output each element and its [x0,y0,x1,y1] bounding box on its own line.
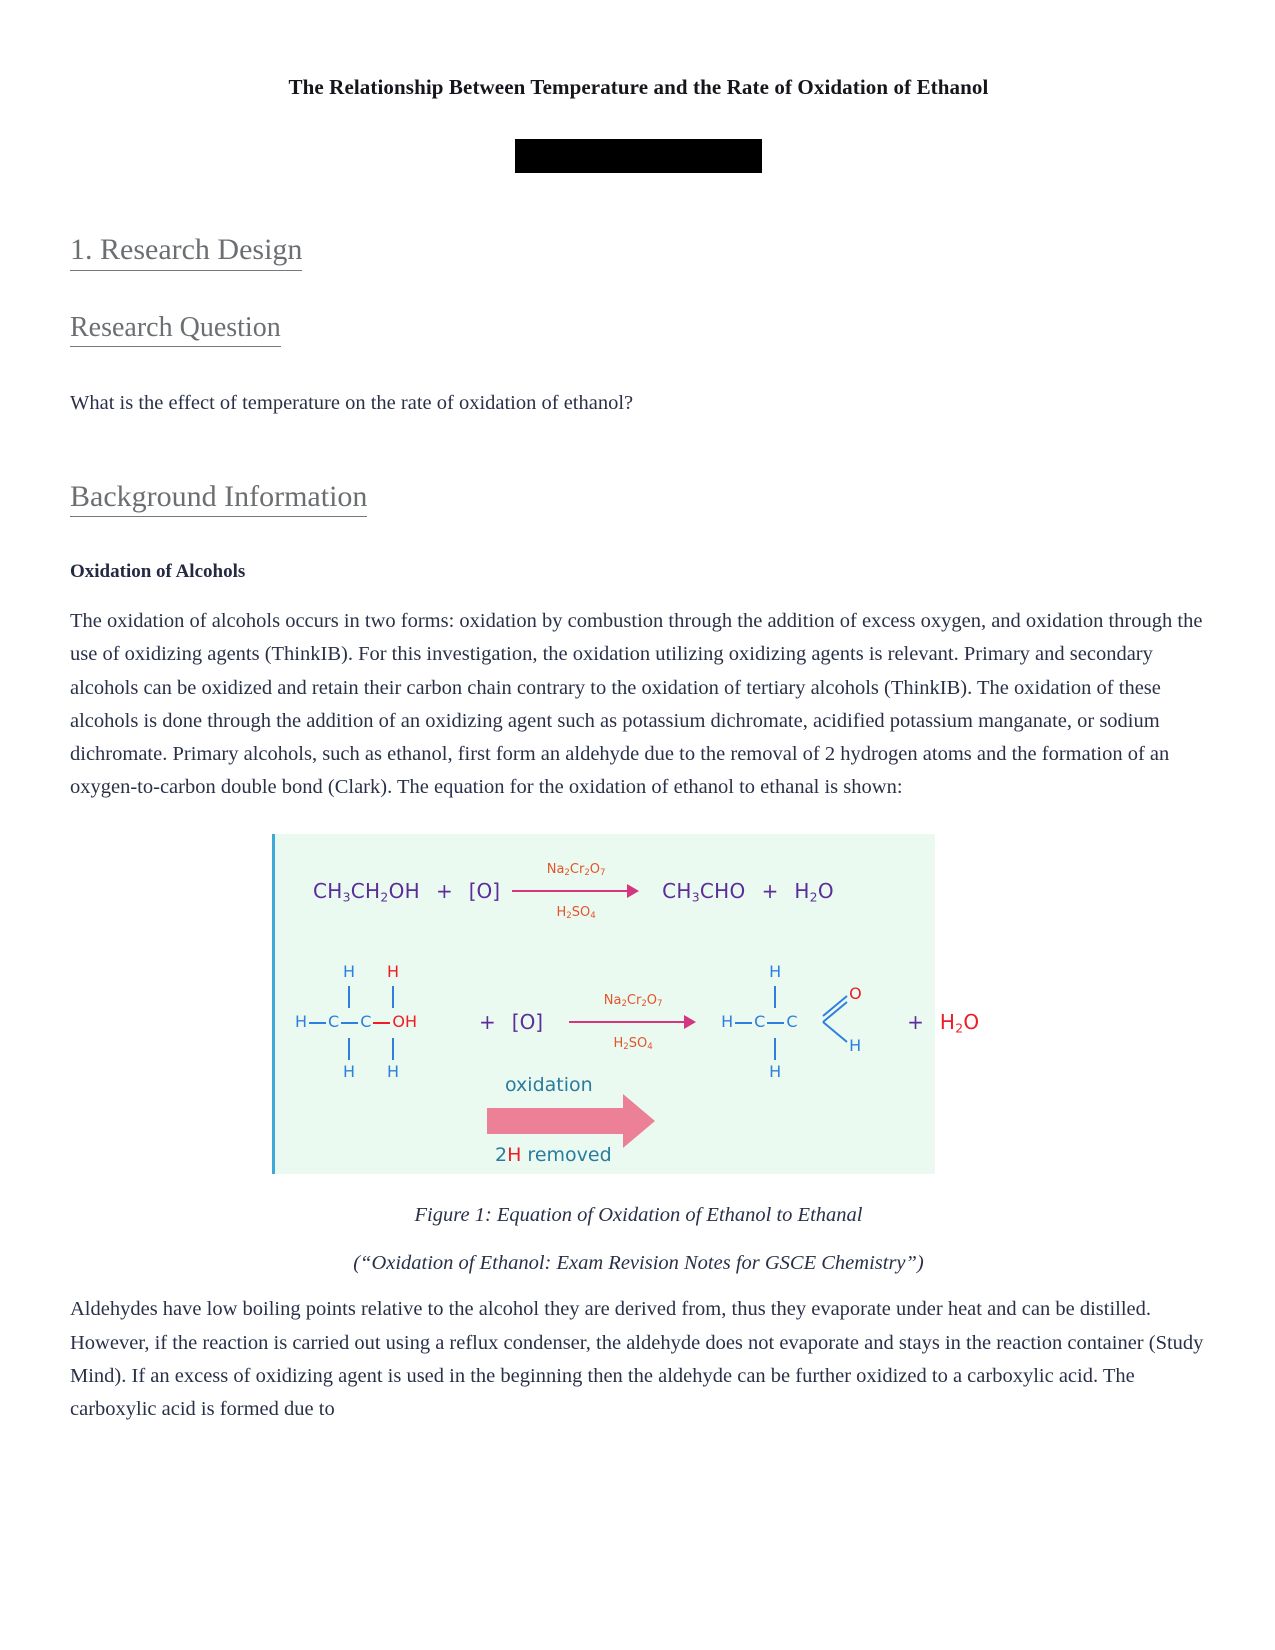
redacted-author-block [515,139,762,173]
atom-h-top-right-red: H [387,962,400,982]
condensed-product-water: $H_2O$ [794,878,834,905]
bond-h-2 [341,1022,358,1024]
product-bond-h-1 [735,1022,752,1024]
condensed-reagent-sodium-dichromate: $Na_2Cr_2O_7$ [546,862,606,879]
carbonyl-double-bond-icon [821,988,873,1048]
heading-research-design [70,231,1207,271]
bond-vertical-4 [392,1038,394,1060]
hydrogen-removed-label [495,1144,612,1166]
structural-equation-row [295,962,979,1082]
product-atom-h-bottom: H [769,1062,782,1082]
group-oh: OH [392,1012,417,1032]
research-question-text: What is the effect of temperature on the rate of oxidation of ethanol? [70,391,634,414]
hydrogen-removed-count: 2 [495,1144,508,1167]
product-bond-vertical-2 [774,1038,776,1060]
product-atom-h-top: H [769,962,782,982]
condensed-reagent-sulfuric-acid: $H_2SO_4$ [556,905,596,922]
atom-h-top-left: H [343,962,356,982]
document-title: The Relationship Between Temperature and the Rate of Oxidation of Ethanol [288,75,989,99]
ethanol-backbone [295,1012,417,1031]
hydrogen-removed-suffix: removed [521,1144,612,1167]
ethanal-backbone [721,1012,797,1031]
figure-1-caption-line-1: Figure 1: Equation of Oxidation of Ethanol to Ethanal [414,1204,863,1227]
bond-vertical-1 [348,986,350,1008]
product-atom-h-left: H [721,1012,734,1032]
product-atom-c-1: C [754,1012,766,1032]
condensed-plus-2: + [761,879,779,904]
structural-reaction-arrow [569,993,697,1053]
structural-arrow-head-icon [684,1015,696,1029]
structural-oxidant: [O] [511,1010,544,1035]
heading-research-question [70,310,1207,347]
structural-reagent-sulfuric-acid: $H_2SO_4$ [613,1036,653,1053]
structural-arrow-line [569,1021,691,1023]
oxidation-annotation-group [487,1074,717,1166]
atom-h-bottom-left: H [343,1062,356,1082]
atom-c-1: C [328,1012,340,1032]
condensed-product-ethanal: $CH_3CHO$ [662,878,746,905]
product-bond-vertical-1 [774,986,776,1008]
bond-h-1 [309,1022,326,1024]
product-atom-c-2: C [786,1012,798,1032]
condensed-equation-row [313,862,834,922]
heading-research-question-text: Research Question [70,310,281,347]
figure-1-caption-line-2: (“Oxidation of Ethanol: Exam Revision Notes for GSCE Chemistry”) [353,1252,924,1275]
structural-reactant-ethanol [295,962,485,1082]
structural-reagent-sodium-dichromate: $Na_2Cr_2O_7$ [603,993,663,1010]
hydrogen-removed-symbol: H [507,1144,522,1167]
condensed-plus-1: + [435,879,453,904]
oxidation-label: oxidation [505,1074,593,1097]
atom-c-2: C [360,1012,372,1032]
condensed-reactant-ethanol: $CH_3CH_2OH$ [313,878,420,905]
figure-1-image [272,834,980,1174]
heading-background-information-text: Background Information [70,478,367,518]
oxidation-arrow-body [487,1108,625,1134]
structural-plus-2: + [907,1010,924,1035]
product-bond-h-2 [767,1022,784,1024]
condensed-arrow-head-icon [627,884,639,898]
oxidation-arrow-head-icon [623,1094,655,1148]
condensed-reaction-arrow [512,862,640,922]
atom-h-bottom-right: H [387,1062,400,1082]
subheading-oxidation-of-alcohols: Oxidation of Alcohols [70,561,246,583]
product-atom-h-aldehyde: H [849,1036,862,1056]
bond-vertical-3 [348,1038,350,1060]
atom-h-left: H [295,1012,308,1032]
heading-background-information [70,478,1207,518]
bond-vertical-2 [392,986,394,1008]
heading-research-design-text: 1. Research Design [70,231,302,271]
paragraph-aldehydes: Aldehydes have low boiling points relative to the alcohol they are derived from, thus they evaporate under heat and can be distilled. However, if the reaction is carried out using a reflux condenser, the aldehyde does not evaporate and stays in the reaction container (Study Mind). If an excess of oxidizing agent is used in the beginning then the aldehyde can be further oxidized to a carboxylic acid. The carboxylic acid is formed due to [70,1298,1204,1420]
paragraph-oxidation-background: The oxidation of alcohols occurs in two forms: oxidation by combustion through the addition of excess oxygen, and oxidation through the use of oxidizing agents (ThinkIB). For this investigation, the oxidation utilizing oxidizing agents is relevant. Primary and secondary alcohols can be oxidized and retain their carbon chain contrary to the oxidation of tertiary alcohols (ThinkIB). The oxidation of these alcohols is done through the addition of an oxidizing agent such as potassium dichromate, acidified potassium manganate, or sodium dichromate. Primary alcohols, such as ethanol, first form an aldehyde due to the removal of 2 hydrogen atoms and the formation of an oxygen-to-carbon double bond (Clark). The equation for the oxidation of ethanol to ethanal is shown: [70,610,1203,799]
structural-plus-1: + [479,1010,496,1035]
bond-h-3 [373,1022,390,1024]
structural-product-ethanal [721,962,871,1082]
product-atom-o: O [849,984,862,1004]
condensed-arrow-line [512,890,634,892]
condensed-oxidant: [O] [468,879,501,904]
structural-product-water: $H_2O$ [939,1009,980,1036]
figure-1-block [70,834,1207,1275]
redaction-wrapper [70,139,1207,173]
